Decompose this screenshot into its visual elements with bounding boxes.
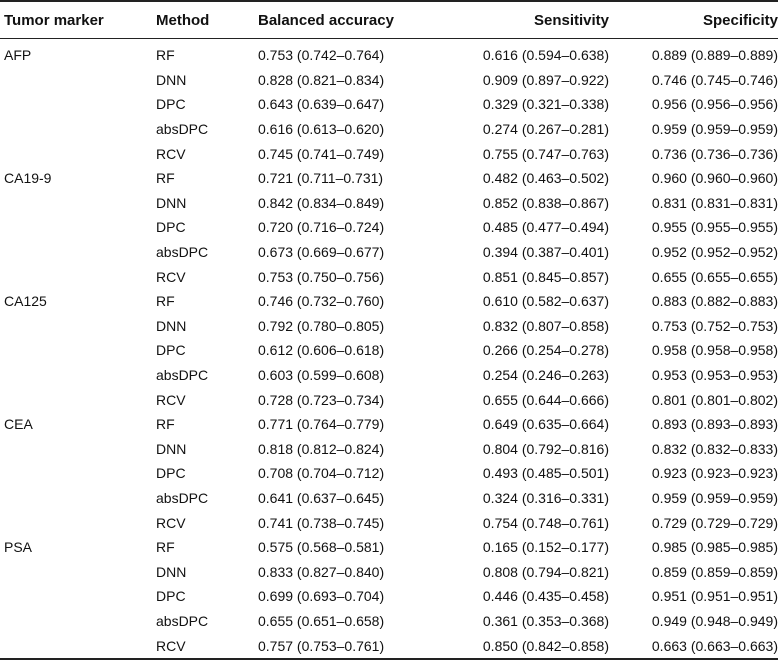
header-specificity: Specificity [702, 11, 778, 29]
table-row [0, 412, 778, 437]
cell-balanced-accuracy: 0.792 (0.780–0.805) [258, 317, 385, 334]
cell-balanced-accuracy: 0.721 (0.711–0.731) [258, 170, 384, 187]
cell-balanced-accuracy: 0.833 (0.827–0.840) [258, 563, 385, 580]
table-row [0, 486, 778, 511]
cell-sensitivity: 0.649 (0.635–0.664) [482, 416, 609, 433]
cell-balanced-accuracy: 0.818 (0.812–0.824) [258, 440, 385, 457]
cell-method: DNN [156, 317, 187, 334]
cell-method: absDPC [156, 367, 209, 384]
cell-balanced-accuracy: 0.753 (0.750–0.756) [258, 268, 385, 285]
cell-specificity: 0.663 (0.663–0.663) [651, 637, 778, 654]
cell-specificity: 0.959 (0.959–0.959) [651, 489, 778, 506]
cell-specificity: 0.889 (0.889–0.889) [651, 47, 778, 64]
cell-method: RF [156, 539, 175, 556]
table-row [0, 633, 778, 658]
cell-specificity: 0.960 (0.960–0.960) [651, 170, 778, 187]
cell-balanced-accuracy: 0.699 (0.693–0.704) [258, 588, 385, 605]
table-row [0, 264, 778, 289]
cell-balanced-accuracy: 0.728 (0.723–0.734) [258, 391, 385, 408]
cell-specificity: 0.923 (0.923–0.923) [651, 465, 778, 482]
cell-method: RCV [156, 514, 186, 531]
table-body [0, 39, 778, 658]
header-sensitivity: Sensitivity [533, 11, 609, 29]
cell-balanced-accuracy: 0.612 (0.606–0.618) [258, 342, 385, 359]
cell-method: DPC [156, 465, 186, 482]
table-row [0, 584, 778, 609]
table-row [0, 68, 778, 93]
cell-tumor-marker: AFP [4, 47, 32, 64]
cell-sensitivity: 0.909 (0.897–0.922) [482, 71, 609, 88]
cell-tumor-marker: CA19-9 [4, 170, 52, 187]
cell-specificity: 0.831 (0.831–0.831) [651, 194, 778, 211]
header-balanced-accuracy: Balanced accuracy [258, 11, 394, 29]
cell-method: DPC [156, 96, 186, 113]
table-row [0, 363, 778, 388]
cell-specificity: 0.952 (0.952–0.952) [651, 244, 778, 261]
table-row [0, 43, 778, 68]
cell-sensitivity: 0.165 (0.152–0.177) [482, 539, 609, 556]
header-method: Method [156, 11, 210, 29]
cell-sensitivity: 0.850 (0.842–0.858) [482, 637, 609, 654]
table-row [0, 314, 778, 339]
cell-balanced-accuracy: 0.753 (0.742–0.764) [258, 47, 385, 64]
cell-balanced-accuracy: 0.741 (0.738–0.745) [258, 514, 385, 531]
header-tumor-marker: Tumor marker [4, 11, 104, 29]
table-row [0, 387, 778, 412]
cell-specificity: 0.729 (0.729–0.729) [651, 514, 778, 531]
cell-sensitivity: 0.324 (0.316–0.331) [482, 489, 609, 506]
cell-method: absDPC [156, 489, 209, 506]
cell-specificity: 0.893 (0.893–0.893) [651, 416, 778, 433]
cell-sensitivity: 0.808 (0.794–0.821) [482, 563, 609, 580]
cell-specificity: 0.801 (0.801–0.802) [651, 391, 778, 408]
cell-tumor-marker: CA125 [4, 293, 47, 310]
table-row [0, 191, 778, 216]
cell-method: DPC [156, 588, 186, 605]
table-row [0, 166, 778, 191]
cell-sensitivity: 0.361 (0.353–0.368) [482, 612, 609, 629]
cell-balanced-accuracy: 0.757 (0.753–0.761) [258, 637, 385, 654]
table-row [0, 141, 778, 166]
cell-method: DPC [156, 219, 186, 236]
table-row [0, 240, 778, 265]
cell-method: RF [156, 47, 175, 64]
cell-specificity: 0.883 (0.882–0.883) [651, 293, 778, 310]
cell-method: RF [156, 293, 175, 310]
cell-balanced-accuracy: 0.771 (0.764–0.779) [258, 416, 385, 433]
cell-method: RF [156, 416, 175, 433]
table-row [0, 92, 778, 117]
cell-sensitivity: 0.266 (0.254–0.278) [482, 342, 609, 359]
table-row [0, 559, 778, 584]
cell-method: RCV [156, 391, 186, 408]
cell-sensitivity: 0.482 (0.463–0.502) [482, 170, 609, 187]
cell-balanced-accuracy: 0.616 (0.613–0.620) [258, 121, 385, 138]
cell-specificity: 0.859 (0.859–0.859) [651, 563, 778, 580]
table-row [0, 609, 778, 634]
cell-specificity: 0.736 (0.736–0.736) [651, 145, 778, 162]
cell-sensitivity: 0.329 (0.321–0.338) [482, 96, 609, 113]
table-row [0, 461, 778, 486]
cell-method: DNN [156, 71, 187, 88]
cell-balanced-accuracy: 0.745 (0.741–0.749) [258, 145, 385, 162]
cell-tumor-marker: PSA [4, 539, 33, 556]
cell-specificity: 0.955 (0.955–0.955) [651, 219, 778, 236]
cell-sensitivity: 0.851 (0.845–0.857) [482, 268, 609, 285]
cell-specificity: 0.953 (0.953–0.953) [651, 367, 778, 384]
cell-specificity: 0.746 (0.745–0.746) [651, 71, 778, 88]
table-row [0, 289, 778, 314]
cell-balanced-accuracy: 0.641 (0.637–0.645) [258, 489, 385, 506]
cell-specificity: 0.951 (0.951–0.951) [651, 588, 778, 605]
cell-method: RCV [156, 637, 186, 654]
cell-method: RCV [156, 268, 186, 285]
cell-specificity: 0.956 (0.956–0.956) [651, 96, 778, 113]
cell-balanced-accuracy: 0.575 (0.568–0.581) [258, 539, 385, 556]
cell-sensitivity: 0.610 (0.582–0.637) [482, 293, 609, 310]
cell-specificity: 0.832 (0.832–0.833) [651, 440, 778, 457]
cell-balanced-accuracy: 0.828 (0.821–0.834) [258, 71, 385, 88]
cell-specificity: 0.949 (0.948–0.949) [651, 612, 778, 629]
cell-balanced-accuracy: 0.842 (0.834–0.849) [258, 194, 385, 211]
cell-balanced-accuracy: 0.643 (0.639–0.647) [258, 96, 385, 113]
cell-sensitivity: 0.616 (0.594–0.638) [482, 47, 609, 64]
cell-balanced-accuracy: 0.673 (0.669–0.677) [258, 244, 385, 261]
cell-sensitivity: 0.832 (0.807–0.858) [482, 317, 609, 334]
cell-specificity: 0.958 (0.958–0.958) [651, 342, 778, 359]
cell-sensitivity: 0.755 (0.747–0.763) [482, 145, 609, 162]
cell-sensitivity: 0.394 (0.387–0.401) [482, 244, 609, 261]
cell-method: RCV [156, 145, 186, 162]
cell-specificity: 0.985 (0.985–0.985) [651, 539, 778, 556]
cell-method: absDPC [156, 121, 209, 138]
cell-balanced-accuracy: 0.746 (0.732–0.760) [258, 293, 385, 310]
cell-balanced-accuracy: 0.603 (0.599–0.608) [258, 367, 385, 384]
cell-sensitivity: 0.754 (0.748–0.761) [482, 514, 609, 531]
cell-method: DNN [156, 563, 187, 580]
cell-sensitivity: 0.804 (0.792–0.816) [482, 440, 609, 457]
table-row [0, 215, 778, 240]
cell-specificity: 0.655 (0.655–0.655) [651, 268, 778, 285]
cell-method: DPC [156, 342, 186, 359]
cell-balanced-accuracy: 0.708 (0.704–0.712) [258, 465, 385, 482]
cell-sensitivity: 0.485 (0.477–0.494) [482, 219, 609, 236]
cell-specificity: 0.959 (0.959–0.959) [651, 121, 778, 138]
table-row [0, 117, 778, 142]
cell-sensitivity: 0.655 (0.644–0.666) [482, 391, 609, 408]
cell-sensitivity: 0.446 (0.435–0.458) [482, 588, 609, 605]
cell-balanced-accuracy: 0.720 (0.716–0.724) [258, 219, 385, 236]
cell-sensitivity: 0.254 (0.246–0.263) [482, 367, 609, 384]
table-row [0, 535, 778, 560]
cell-method: DNN [156, 194, 187, 211]
cell-specificity: 0.753 (0.752–0.753) [651, 317, 778, 334]
cell-balanced-accuracy: 0.655 (0.651–0.658) [258, 612, 385, 629]
table-row [0, 437, 778, 462]
cell-sensitivity: 0.493 (0.485–0.501) [482, 465, 609, 482]
cell-tumor-marker: CEA [4, 416, 33, 433]
table-row [0, 338, 778, 363]
cell-method: absDPC [156, 612, 209, 629]
table-header [0, 2, 778, 38]
cell-method: DNN [156, 440, 187, 457]
cell-sensitivity: 0.852 (0.838–0.867) [482, 194, 609, 211]
cell-method: RF [156, 170, 175, 187]
table-row [0, 510, 778, 535]
cell-sensitivity: 0.274 (0.267–0.281) [482, 121, 609, 138]
cell-method: absDPC [156, 244, 209, 261]
